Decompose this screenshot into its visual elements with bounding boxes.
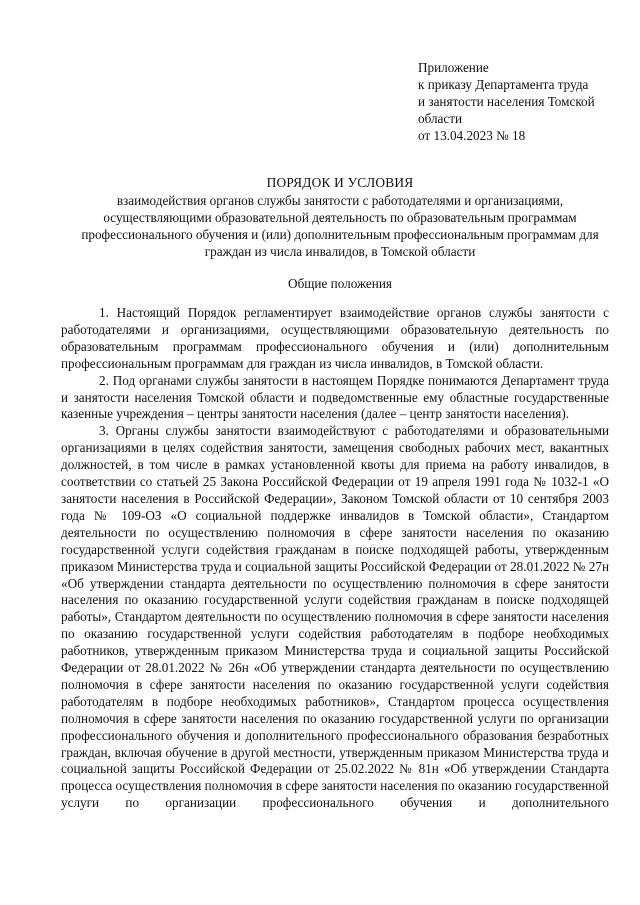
appendix-line: и занятости населения Томской (418, 94, 595, 109)
subtitle-line: граждан из числа инвалидов, в Томской области (204, 244, 476, 259)
appendix-line: области (418, 111, 463, 126)
subtitle-line: профессионального обучения и (или) дополнительным профессиональным программам для (81, 227, 599, 242)
document-subtitle (60, 192, 620, 260)
paragraph-2: 2. Под органами службы занятости в настоящем Порядке понимаются Департамент труда и занятости населения Томской области и подведомственные ему областные государственные казенные учреждения – центры занятости населения (далее – центр занятости населения). (61, 372, 609, 422)
section-heading: Общие положения (288, 276, 392, 291)
document-body (61, 305, 609, 812)
appendix-block (418, 59, 618, 144)
paragraph-3: 3. Органы службы занятости взаимодействуют с работодателями и образовательными организациями в целях содействия занятости, замещения свободных рабочих мест, вакантных должностей, в том числе в рамках установленной квоты для приема на работу инвалидов, в соответствии со статьей 25 Закона Российской Федерации от 19 апреля 1991 года № 1032-1 «О занятости населения в Российской Федерации», Законом Томской области от 10 сентября 2003 года № 109-ОЗ «О социальной поддержке инвалидов в Томской области», Стандартом деятельности по осуществлению полномочия в сфере занятости населения по оказанию государственной услуги содействия гражданам в поиске подходящей работы, утвержденным приказом Министерства труда и социальной защиты Российской Федерации от 28.01.2022 № 27н «Об утверждении стандарта деятельности по осуществлению полномочия в сфере занятости населения по оказанию государственной услуги содействия гражданам в поиске подходящей работы», Стандартом деятельности по осуществлению полномочия в сфере занятости населения по оказанию государственной услуги содействия работодателям в подборе необходимых работников, утвержденным приказом Министерства труда и социальной защиты Российской Федерации от 28.01.2022 № 26н «Об утверждении стандарта деятельности по осуществлению полномочия в сфере занятости населения по оказанию государственной услуги содействия работодателям в подборе необходимых работников», Стандартом процесса осуществления полномочия в сфере занятости населения по оказанию государственной услуги по организации профессионального обучения и дополнительного профессионального образования безработных граждан, включая обучение в другой местности, утвержденным приказом Министерства труда и социальной защиты Российской Федерации от 25.02.2022 № 81н «Об утверждении Стандарта процесса осуществления полномочия в сфере занятости населения по оказанию государственной услуги по организации профессионального обучения и дополнительного (61, 423, 609, 811)
subtitle-line: осуществляющими образовательной деятельность по образовательным программам (103, 210, 577, 225)
appendix-line: к приказу Департамента труда (418, 77, 589, 92)
paragraph-1: 1. Настоящий Порядок регламентирует взаимодействие органов службы занятости с работодателями и организациями, осуществляющими образовательную деятельность по образовательным программам профессионального обучения и (или) дополнительным профессиональным программам для граждан из числа инвалидов, в Томской области. (61, 305, 609, 371)
appendix-date-line: от 13.04.2023 № 18 (418, 128, 526, 143)
appendix-line: Приложение (418, 60, 489, 75)
document-title: ПОРЯДОК И УСЛОВИЯ (266, 175, 414, 190)
subtitle-line: взаимодействия органов службы занятости с работодателями и организациями, (116, 193, 564, 208)
